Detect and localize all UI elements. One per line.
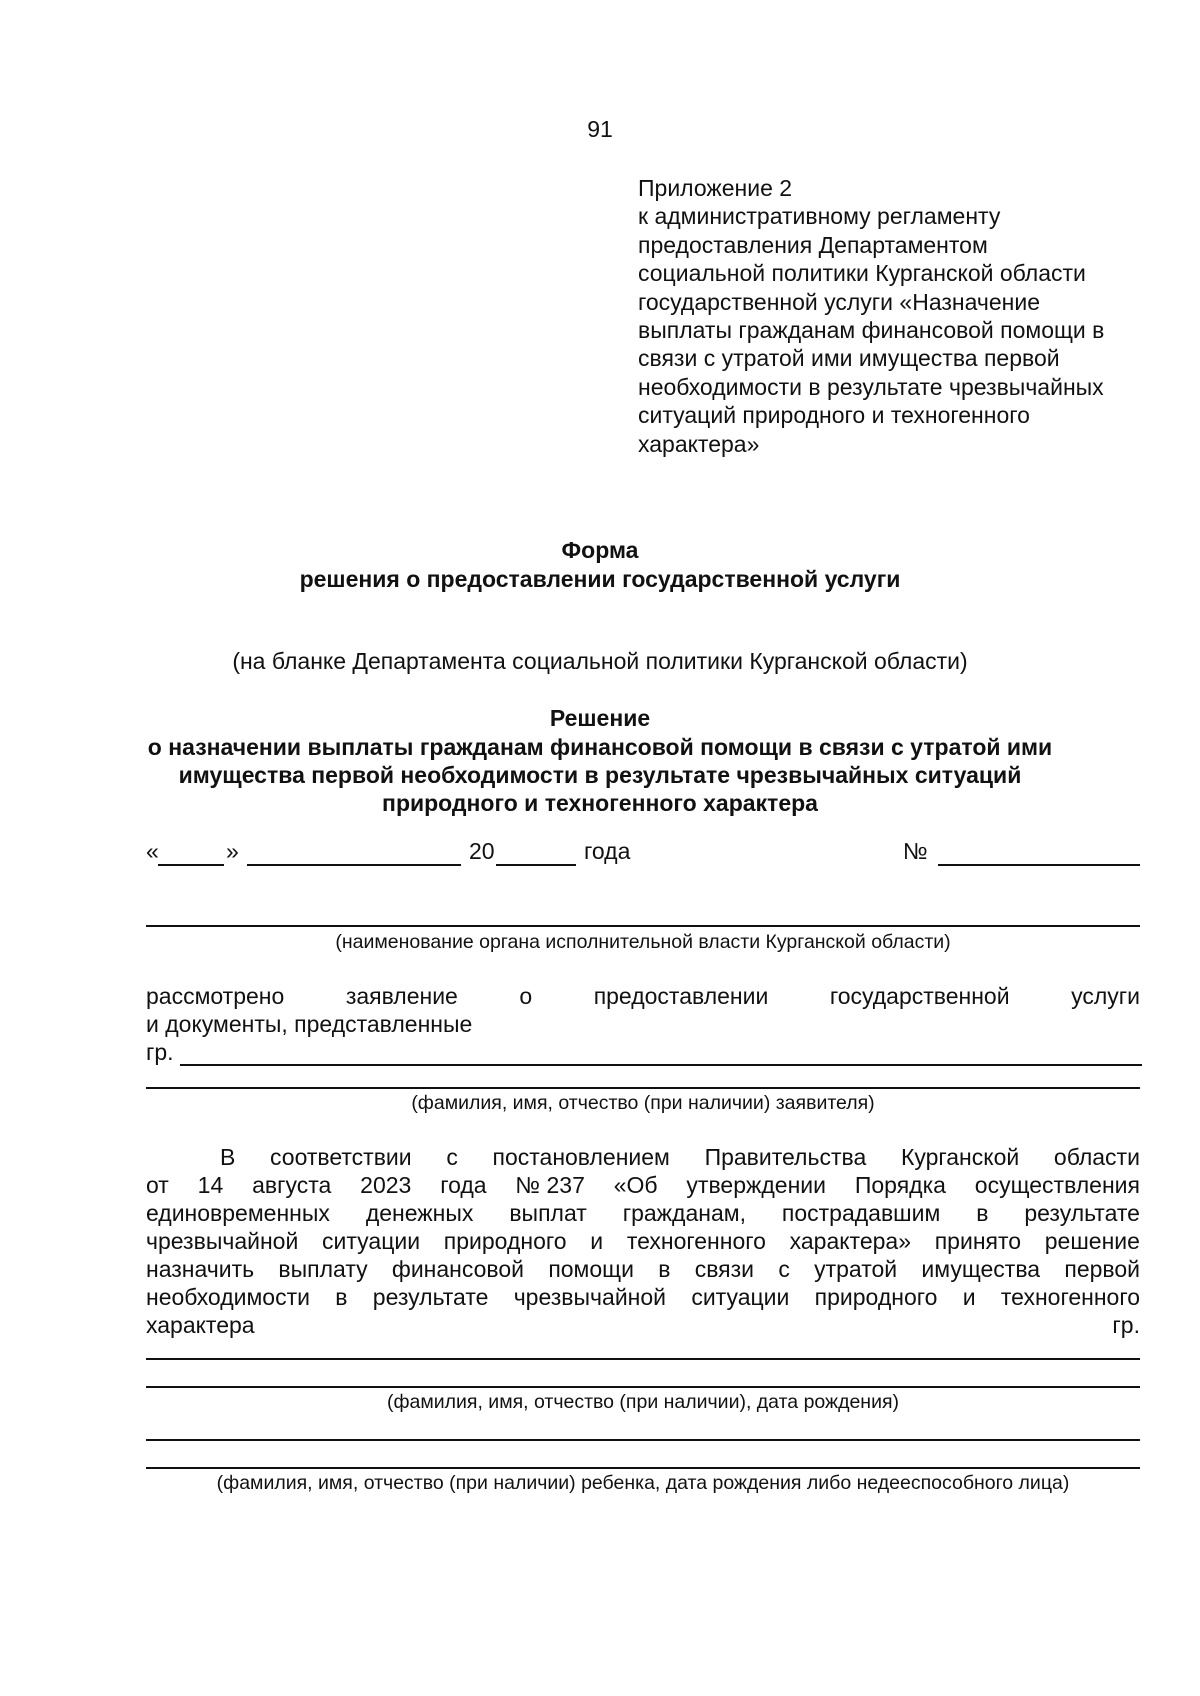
word: Правительства [704,1144,867,1170]
form-title: Форма [561,537,639,563]
word: 2023 [360,1172,412,1198]
word: в [335,1284,348,1310]
decision-subtitle-line: имущества первой необходимости в результате чрезвычайных ситуаций [178,762,1022,788]
word: о [519,983,533,1009]
word: чрезвычайной [146,1228,299,1254]
open-quote: « [146,838,159,864]
word: назначить [146,1256,255,1282]
body-line-3 [146,1200,1140,1227]
page-number: 91 [587,116,613,142]
body-line-4 [146,1228,1140,1255]
recipient-caption: (фамилия, имя, отчество (при наличии), дата рождения) [386,1391,900,1413]
recipient-field-line-1[interactable] [146,1358,1140,1360]
word: с [446,1144,458,1170]
word: выплат [509,1200,587,1226]
word: первой [1064,1256,1140,1282]
word: характера [146,1312,255,1338]
appendix-line: предоставления Департаментом [638,231,988,258]
appendix-line: необходимости в результате чрезвычайных [638,373,1104,400]
word: от [146,1172,169,1198]
decision-subtitle-line: природного и техногенного характера [382,790,818,816]
body-line-5 [146,1256,1140,1283]
child-field-line-1[interactable] [146,1439,1140,1441]
word: имущества [921,1256,1041,1282]
body-line-7 [146,1312,1140,1339]
word: в [658,1256,671,1282]
word: Порядка [854,1172,946,1198]
word: природного [443,1228,567,1254]
word: гражданам, [622,1200,746,1226]
word: августа [252,1172,332,1198]
word: природного [814,1284,938,1310]
word: года [440,1172,487,1198]
recipient-field-line-2[interactable] [146,1386,1140,1388]
word: решение [1044,1228,1140,1254]
word: и [590,1228,604,1254]
appendix-line: ситуаций природного и техногенного [638,402,1030,429]
authority-field-line[interactable] [146,925,1140,927]
child-field-line-2[interactable] [146,1467,1140,1469]
word: финансовой [391,1256,525,1282]
body-line-2 [146,1172,1140,1199]
word: пострадавшим [781,1200,941,1226]
word: «Об [613,1172,658,1198]
decision-title: Решение [549,705,651,731]
word: и [962,1284,976,1310]
word: 14 [197,1172,224,1198]
word: принято [934,1228,1022,1254]
body-line-6 [146,1284,1140,1311]
word: чрезвычайной [513,1284,667,1310]
word: результате [372,1284,489,1310]
word: постановлением [492,1144,670,1170]
month-field[interactable] [247,840,461,866]
applicant-prefix: гр. [146,1039,174,1065]
year-prefix: 20 [469,838,495,864]
word: результате [1024,1200,1140,1226]
word: № 237 [515,1172,585,1198]
authority-caption: (наименование органа исполнительной власти Курганской области) [335,931,951,953]
applicant-field-line-2[interactable] [146,1087,1140,1089]
word: в [976,1200,989,1226]
word: услуги [1071,983,1140,1009]
blank-note: (на бланке Департамента социальной политики Курганской области) [232,648,968,674]
child-caption: (фамилия, имя, отчество (при наличии) ребенка, дата рождения либо недееспособного лица) [216,1472,1070,1494]
year-suffix: года [584,838,631,864]
applicant-field[interactable] [180,1040,1142,1066]
word: соответствии [270,1144,412,1170]
appendix-line: связи с утратой ими имущества первой [638,345,1060,372]
appendix-line: Приложение 2 [638,175,793,201]
word: связи [694,1256,755,1282]
word: заявление [345,983,458,1009]
considered-line-1 [146,983,1140,1010]
body-line-1 [220,1144,1140,1171]
appendix-block [638,174,1158,458]
appendix-line: выплаты гражданам финансовой помощи в [638,317,1105,344]
appendix-line: социальной политики Курганской области [638,260,1086,287]
word: необходимости [146,1284,310,1310]
word: денежных [365,1200,474,1226]
word: В [220,1144,236,1170]
word: ситуации [691,1284,790,1310]
word: рассмотрено [146,983,285,1009]
word: области [1053,1144,1140,1170]
form-subtitle: решения о предоставлении государственной услуги [299,566,901,592]
word: предоставлении [593,983,769,1009]
word: с [778,1256,790,1282]
applicant-caption: (фамилия, имя, отчество (при наличии) заявителя) [411,1092,875,1114]
word: осуществления [974,1172,1140,1198]
word: техногенного [1000,1284,1140,1310]
considered-line-2: и документы, представленные [146,1011,473,1037]
word: выплату [278,1256,368,1282]
decision-subtitle-line: о назначении выплаты гражданам финансовой помощи в связи с утратой ими [147,734,1053,760]
word: Курганской [900,1144,1020,1170]
close-quote: » [226,838,239,864]
word: техногенного [626,1228,766,1254]
word: государственной [829,983,1010,1009]
day-field[interactable] [158,840,224,866]
date-number-line [0,838,1200,868]
appendix-line: характера» [638,430,760,457]
word: утверждении [686,1172,826,1198]
word: характера» [789,1228,912,1254]
number-field[interactable] [938,840,1140,866]
year-field[interactable] [496,840,576,866]
word: гр. [1112,1312,1140,1338]
word: единовременных [146,1200,330,1226]
word: ситуации [322,1228,421,1254]
appendix-line: государственной услуги «Назначение [638,288,1041,315]
word: помощи [548,1256,634,1282]
word: утратой [814,1256,898,1282]
appendix-line: к административному регламенту [638,203,1001,230]
number-sign: № [903,838,928,864]
